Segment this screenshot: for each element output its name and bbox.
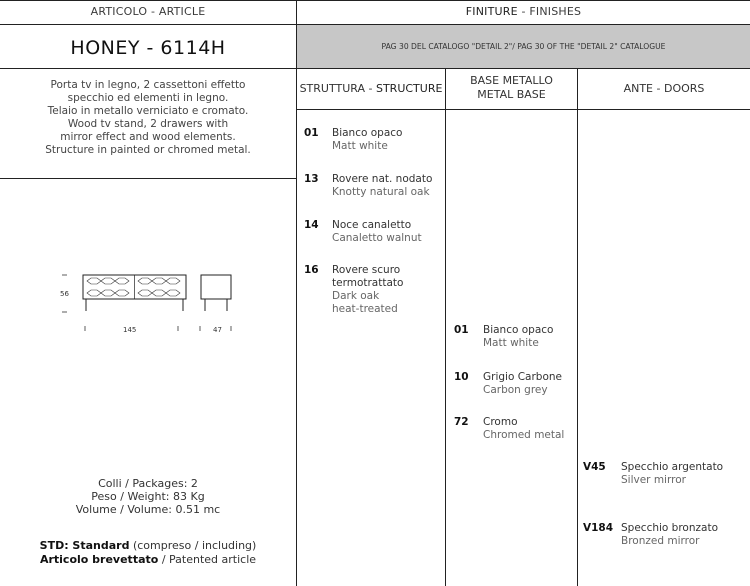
finish-code: 14 (304, 219, 319, 231)
finish-name-it: Cromo (483, 416, 518, 428)
finish-name-en: Carbon grey (483, 384, 548, 396)
volume: Volume / Volume: 0.51 mc (75, 503, 221, 516)
finish-name-en: Matt white (332, 140, 388, 152)
doors-header-en: DOORS (663, 82, 705, 95)
article-header-it: ARTICOLO (90, 5, 148, 18)
finish-code: 72 (454, 416, 469, 428)
finish-name-en: Dark oak (332, 290, 380, 302)
standard-note (0, 539, 296, 567)
doors-column-header: ANTE - DOORS (623, 82, 705, 95)
description-line: Telaio in metallo verniciato e cromato. (47, 105, 249, 117)
finish-name-it: Rovere scuro (332, 264, 401, 276)
finishes-header: FINITURE - FINISHES (465, 5, 582, 18)
finish-name-en: Chromed metal (483, 429, 565, 441)
column-header-divider (297, 109, 750, 110)
finish-code: V45 (583, 461, 606, 473)
depth-dimension: 47 (213, 326, 222, 334)
description-line: specchio ed elementi in legno. (67, 92, 229, 104)
metal-base-header-en: METAL BASE (477, 88, 546, 101)
finish-name-it: Grigio Carbone (483, 371, 563, 383)
finish-name-it: Specchio argentato (621, 461, 724, 473)
side-view (201, 275, 231, 311)
finish-code: 10 (454, 371, 469, 383)
description-line: Structure in painted or chromed metal. (45, 144, 251, 156)
metal-base-column-header (446, 74, 577, 102)
metal-base-header-it: BASE METALLO (470, 74, 553, 87)
doors-header-it: ANTE (623, 82, 654, 95)
finish-name-it: Rovere nat. nodato (332, 173, 433, 185)
standard-label: STD: Standard (39, 539, 130, 552)
finish-code: 01 (454, 324, 469, 336)
article-header-en: ARTICLE (158, 5, 206, 18)
standard-line (0, 539, 296, 553)
finish-code: 13 (304, 173, 319, 185)
standard-detail: (compreso / including) (129, 539, 257, 552)
product-title: HONEY - 6114H (70, 37, 226, 59)
product-description (0, 79, 296, 157)
structure-header-en: STRUCTURE (375, 82, 443, 95)
finish-name-it: Noce canaletto (332, 219, 412, 231)
description-divider (0, 178, 297, 179)
weight: Peso / Weight: 83 Kg (91, 490, 205, 503)
structure-column-header: STRUTTURA - STRUCTURE (299, 82, 443, 95)
finish-name-it: Bianco opaco (483, 324, 554, 336)
finish-name-en-line2: heat-treated (332, 303, 398, 315)
front-view (83, 275, 186, 311)
patent-line (0, 553, 296, 567)
finish-name-en: Silver mirror (621, 474, 686, 486)
title-divider (0, 68, 750, 69)
finish-name-it-line2: termotrattato (332, 277, 404, 289)
finish-code: V184 (583, 522, 614, 534)
patent-label: Articolo brevettato (39, 553, 159, 566)
height-dimension: 56 (60, 290, 69, 298)
finishes-header-it: FINITURE (465, 5, 518, 18)
finish-name-en: Knotty natural oak (332, 186, 430, 198)
finish-name-en: Canaletto walnut (332, 232, 422, 244)
finish-code: 16 (304, 264, 319, 276)
patent-detail: / Patented article (158, 553, 257, 566)
finish-name-en: Matt white (483, 337, 539, 349)
description-line: Porta tv in legno, 2 cassettoni effetto (50, 79, 246, 91)
base-doors-divider (577, 68, 578, 586)
finish-name-en: Bronzed mirror (621, 535, 700, 547)
finish-code: 01 (304, 127, 319, 139)
finish-name-it: Bianco opaco (332, 127, 403, 139)
finishes-header-en: FINISHES (529, 5, 582, 18)
width-dimension: 145 (123, 326, 137, 334)
description-line: mirror effect and wood elements. (60, 131, 236, 143)
finish-name-it: Specchio bronzato (621, 522, 718, 534)
package-info (0, 477, 296, 516)
packages-count: Colli / Packages: 2 (98, 477, 198, 490)
description-line: Wood tv stand, 2 drawers with (67, 118, 229, 130)
article-header: ARTICOLO - ARTICLE (90, 5, 206, 18)
structure-base-divider (445, 68, 446, 586)
structure-header-it: STRUTTURA (299, 82, 365, 95)
catalog-note: PAG 30 DEL CATALOGO "DETAIL 2"/ PAG 30 OF THE "DETAIL 2" CATALOGUE (297, 25, 750, 68)
